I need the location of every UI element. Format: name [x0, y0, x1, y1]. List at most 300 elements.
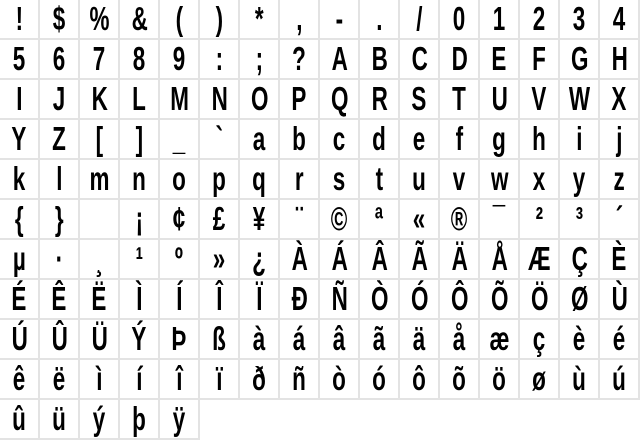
- glyph-cell: [400, 200, 440, 240]
- glyph: ¨: [295, 200, 303, 237]
- glyph-cell: [280, 360, 320, 400]
- glyph-cell: [200, 360, 240, 400]
- glyph: ®: [451, 200, 467, 237]
- glyph: U: [491, 80, 507, 117]
- glyph: G: [570, 40, 588, 77]
- glyph-cell: [0, 0, 40, 40]
- glyph-cell: [480, 0, 520, 40]
- glyph: ä: [413, 320, 425, 357]
- glyph: C: [411, 40, 427, 77]
- glyph-cell: [280, 240, 320, 280]
- glyph: É: [11, 280, 27, 317]
- glyph: q: [252, 160, 266, 197]
- glyph: Ú: [11, 320, 27, 357]
- glyph: l: [56, 160, 62, 197]
- glyph: D: [451, 40, 467, 77]
- glyph-cell: [360, 80, 400, 120]
- glyph-cell: [240, 120, 280, 160]
- glyph: r: [294, 160, 304, 197]
- glyph-cell: [360, 240, 400, 280]
- glyph: R: [371, 80, 387, 117]
- glyph-cell: [280, 120, 320, 160]
- glyph-cell: [120, 120, 160, 160]
- glyph: P: [291, 80, 307, 117]
- glyph: `: [215, 120, 223, 157]
- glyph-cell: [560, 0, 600, 40]
- glyph: æ: [489, 320, 509, 357]
- glyph-cell: [80, 200, 120, 240]
- glyph-cell: [600, 360, 640, 400]
- glyph-cell: [240, 40, 280, 80]
- glyph-cell: [120, 0, 160, 40]
- glyph-cell: [600, 80, 640, 120]
- glyph-cell: [40, 160, 80, 200]
- glyph-cell: [200, 280, 240, 320]
- glyph-cell: [440, 200, 480, 240]
- glyph: Ï: [256, 280, 262, 317]
- glyph-cell: [240, 320, 280, 360]
- glyph-cell: [560, 320, 600, 360]
- glyph-cell: [280, 280, 320, 320]
- glyph: 1: [493, 0, 505, 37]
- glyph: /: [416, 0, 422, 37]
- glyph-cell: [240, 80, 280, 120]
- glyph-cell: [120, 320, 160, 360]
- glyph: È: [611, 240, 627, 277]
- glyph-cell: [360, 40, 400, 80]
- glyph: â: [333, 320, 345, 357]
- glyph-cell: [360, 160, 400, 200]
- glyph-cell: [120, 40, 160, 80]
- glyph: T: [452, 80, 466, 117]
- glyph: ì: [96, 360, 102, 397]
- glyph-cell: [480, 120, 520, 160]
- glyph: Ä: [451, 240, 467, 277]
- glyph-cell: [240, 0, 280, 40]
- glyph-cell: [280, 320, 320, 360]
- glyph: 7: [93, 40, 105, 77]
- glyph-cell: [400, 120, 440, 160]
- glyph: ó: [372, 360, 386, 397]
- glyph-cell: [560, 280, 600, 320]
- glyph-cell: [480, 160, 520, 200]
- glyph: Ì: [136, 280, 142, 317]
- glyph: ö: [492, 360, 506, 397]
- glyph-cell: [240, 160, 280, 200]
- glyph-cell: [200, 160, 240, 200]
- glyph: Ð: [291, 280, 307, 317]
- glyph: ´: [615, 200, 623, 237]
- glyph-cell: [360, 120, 400, 160]
- glyph: î: [176, 360, 182, 397]
- glyph: W: [568, 80, 590, 117]
- glyph-cell: [200, 0, 240, 40]
- glyph: «: [413, 200, 425, 237]
- glyph-cell: [160, 240, 200, 280]
- glyph-cell: [320, 280, 360, 320]
- glyph-cell: [40, 240, 80, 280]
- glyph-cell: [440, 160, 480, 200]
- glyph-cell: [240, 240, 280, 280]
- glyph: 8: [133, 40, 145, 77]
- glyph: Å: [491, 240, 507, 277]
- glyph: a: [253, 120, 265, 157]
- glyph: ú: [612, 360, 626, 397]
- glyph-cell: [560, 160, 600, 200]
- glyph: 5: [13, 40, 25, 77]
- glyph: ,: [296, 0, 302, 37]
- glyph: :: [215, 40, 223, 77]
- glyph-cell: [160, 320, 200, 360]
- glyph-cell: [240, 360, 280, 400]
- glyph-cell: [120, 240, 160, 280]
- glyph-cell: [160, 0, 200, 40]
- glyph: &: [131, 0, 147, 37]
- glyph-cell: [40, 280, 80, 320]
- glyph: }: [54, 200, 64, 237]
- glyph-cell: [160, 280, 200, 320]
- glyph: á: [293, 320, 305, 357]
- glyph-cell: [360, 0, 400, 40]
- glyph-cell: [400, 80, 440, 120]
- glyph-cell: [360, 280, 400, 320]
- glyph: Í: [176, 280, 182, 317]
- glyph-cell: [120, 200, 160, 240]
- glyph: m: [89, 160, 109, 197]
- glyph-cell: [280, 40, 320, 80]
- glyph: Ç: [571, 240, 587, 277]
- glyph: Ê: [51, 280, 67, 317]
- glyph-cell: [0, 280, 40, 320]
- glyph: ¿: [252, 240, 266, 277]
- glyph-cell: [320, 320, 360, 360]
- glyph: ø: [532, 360, 546, 397]
- glyph-cell: [120, 80, 160, 120]
- glyph-cell: [160, 120, 200, 160]
- glyph: 6: [53, 40, 65, 77]
- glyph: Ë: [91, 280, 107, 317]
- glyph: ]: [135, 120, 143, 157]
- glyph-cell: [520, 40, 560, 80]
- glyph: 3: [573, 0, 585, 37]
- glyph: ã: [373, 320, 385, 357]
- glyph-cell: [80, 240, 120, 280]
- glyph: d: [372, 120, 386, 157]
- glyph-cell: [200, 320, 240, 360]
- glyph: ¸: [95, 240, 103, 277]
- glyph: Û: [51, 320, 67, 357]
- glyph-cell: [160, 80, 200, 120]
- glyph: S: [411, 80, 427, 117]
- glyph: þ: [132, 400, 146, 437]
- glyph: i: [576, 120, 582, 157]
- glyph: B: [371, 40, 387, 77]
- glyph-cell: [520, 320, 560, 360]
- glyph: ¡: [135, 200, 143, 237]
- glyph: 0: [453, 0, 465, 37]
- glyph: k: [13, 160, 25, 197]
- glyph-cell: [480, 80, 520, 120]
- glyph-cell: [560, 240, 600, 280]
- glyph-cell: [520, 200, 560, 240]
- glyph: Q: [330, 80, 348, 117]
- glyph: e: [413, 120, 425, 157]
- glyph-cell: [440, 40, 480, 80]
- glyph-cell: [0, 360, 40, 400]
- glyph-cell: [0, 320, 40, 360]
- glyph-cell: [40, 400, 80, 440]
- glyph: z: [613, 160, 625, 197]
- glyph-cell: [80, 80, 120, 120]
- glyph: ï: [216, 360, 222, 397]
- glyph-cell: [200, 240, 240, 280]
- glyph: Á: [331, 240, 347, 277]
- glyph: Ü: [91, 320, 107, 357]
- glyph: ñ: [292, 360, 306, 397]
- glyph-cell: [40, 120, 80, 160]
- glyph: ê: [13, 360, 25, 397]
- glyph-cell: [80, 160, 120, 200]
- glyph-cell: [280, 0, 320, 40]
- glyph: µ: [12, 240, 26, 277]
- glyph: O: [250, 80, 268, 117]
- glyph: b: [292, 120, 306, 157]
- glyph: ¢: [173, 200, 185, 237]
- glyph-cell: [480, 360, 520, 400]
- glyph-cell: [0, 160, 40, 200]
- glyph-cell: [600, 240, 640, 280]
- glyph: !: [15, 0, 23, 37]
- glyph: (: [175, 0, 183, 37]
- glyph: Ó: [410, 280, 428, 317]
- glyph-cell: [360, 200, 400, 240]
- glyph: _: [173, 120, 185, 157]
- glyph-cell: [40, 200, 80, 240]
- glyph: [: [95, 120, 103, 157]
- glyph-cell: [0, 120, 40, 160]
- glyph-cell: [200, 40, 240, 80]
- glyph: H: [611, 40, 627, 77]
- glyph-cell: [520, 0, 560, 40]
- glyph: F: [532, 40, 546, 77]
- glyph-cell: [0, 40, 40, 80]
- glyph-cell: [40, 40, 80, 80]
- glyph: ò: [332, 360, 346, 397]
- glyph: 2: [533, 0, 545, 37]
- glyph-cell: [160, 400, 200, 440]
- glyph: å: [453, 320, 465, 357]
- glyph-cell: [440, 320, 480, 360]
- glyph-cell: [320, 40, 360, 80]
- glyph: õ: [452, 360, 466, 397]
- glyph: V: [531, 80, 547, 117]
- glyph: Ã: [411, 240, 427, 277]
- glyph: ·: [55, 240, 63, 277]
- glyph-cell: [480, 200, 520, 240]
- glyph: ¯: [493, 200, 505, 237]
- glyph-cell: [200, 120, 240, 160]
- glyph-cell: [400, 240, 440, 280]
- glyph-cell: [600, 160, 640, 200]
- glyph-cell: [120, 360, 160, 400]
- glyph: Ù: [611, 280, 627, 317]
- glyph: Ò: [370, 280, 388, 317]
- glyph-cell: [40, 0, 80, 40]
- glyph-cell: [200, 200, 240, 240]
- glyph-cell: [560, 200, 600, 240]
- glyph: M: [169, 80, 189, 117]
- glyph-cell: [480, 320, 520, 360]
- glyph-cell: [0, 240, 40, 280]
- glyph: ç: [533, 320, 545, 357]
- glyph-cell: [360, 360, 400, 400]
- glyph-cell: [600, 120, 640, 160]
- glyph: Ô: [450, 280, 468, 317]
- glyph-cell: [400, 320, 440, 360]
- glyph-cell: [240, 280, 280, 320]
- glyph-cell: [520, 160, 560, 200]
- glyph-cell: [40, 80, 80, 120]
- glyph: Y: [11, 120, 27, 157]
- glyph: j: [616, 120, 622, 157]
- glyph: è: [573, 320, 585, 357]
- glyph-cell: [360, 320, 400, 360]
- glyph-cell: [280, 80, 320, 120]
- glyph: w: [490, 160, 508, 197]
- glyph: Ø: [570, 280, 588, 317]
- glyph-cell: [0, 400, 40, 440]
- glyph: x: [533, 160, 545, 197]
- glyph: o: [172, 160, 186, 197]
- glyph: y: [573, 160, 585, 197]
- glyph: L: [132, 80, 146, 117]
- glyph-cell: [400, 0, 440, 40]
- glyph-cell: [440, 360, 480, 400]
- glyph-cell: [40, 320, 80, 360]
- glyph-cell: [120, 160, 160, 200]
- glyph: f: [455, 120, 463, 157]
- glyph-cell: [440, 80, 480, 120]
- glyph: ü: [52, 400, 66, 437]
- glyph-cell: [400, 40, 440, 80]
- glyph: J: [53, 80, 65, 117]
- glyph-cell: [520, 240, 560, 280]
- glyph: Ý: [131, 320, 147, 357]
- glyph: c: [333, 120, 345, 157]
- glyph-cell: [440, 0, 480, 40]
- glyph-cell: [400, 280, 440, 320]
- glyph-cell: [80, 360, 120, 400]
- glyph: X: [611, 80, 627, 117]
- glyph-cell: [600, 40, 640, 80]
- glyph: t: [375, 160, 383, 197]
- glyph-cell: [320, 200, 360, 240]
- glyph-cell: [160, 160, 200, 200]
- glyph: ;: [255, 40, 263, 77]
- glyph-cell: [0, 80, 40, 120]
- glyph: í: [136, 360, 142, 397]
- glyph: é: [613, 320, 625, 357]
- glyph-cell: [520, 80, 560, 120]
- glyph-cell: [600, 280, 640, 320]
- glyph-cell: [160, 40, 200, 80]
- glyph-cell: [520, 280, 560, 320]
- glyph-cell: [520, 120, 560, 160]
- glyph-cell: [400, 360, 440, 400]
- glyph: ý: [93, 400, 105, 437]
- glyph: Î: [216, 280, 222, 317]
- glyph-cell: [400, 160, 440, 200]
- glyph: Â: [371, 240, 387, 277]
- glyph: £: [213, 200, 225, 237]
- glyph-cell: [80, 280, 120, 320]
- glyph: à: [253, 320, 265, 357]
- glyph: $: [53, 0, 65, 37]
- glyph: ß: [212, 320, 226, 357]
- glyph: Æ: [528, 240, 550, 277]
- glyph: Þ: [171, 320, 187, 357]
- glyph: p: [212, 160, 226, 197]
- glyph: ë: [53, 360, 65, 397]
- glyph: ©: [331, 200, 347, 237]
- glyph: ÿ: [173, 400, 185, 437]
- glyph: º: [175, 240, 183, 277]
- glyph-cell: [200, 80, 240, 120]
- glyph-cell: [40, 360, 80, 400]
- glyph-cell: [280, 160, 320, 200]
- glyph-cell: [600, 320, 640, 360]
- glyph-cell: [160, 200, 200, 240]
- glyph: ð: [252, 360, 266, 397]
- glyph: ô: [412, 360, 426, 397]
- glyph: û: [12, 400, 26, 437]
- glyph-cell: [320, 80, 360, 120]
- glyph: ¹: [135, 240, 143, 277]
- glyph: {: [14, 200, 24, 237]
- glyph: *: [254, 0, 264, 37]
- glyph-cell: [480, 280, 520, 320]
- glyph-cell: [80, 0, 120, 40]
- glyph: g: [492, 120, 506, 157]
- glyph-cell: [320, 160, 360, 200]
- glyph: u: [412, 160, 426, 197]
- glyph: Z: [52, 120, 66, 157]
- glyph: ª: [375, 200, 383, 237]
- glyph: .: [376, 0, 382, 37]
- glyph-cell: [160, 360, 200, 400]
- glyph: E: [491, 40, 507, 77]
- glyph: 9: [173, 40, 185, 77]
- glyph-cell: [0, 200, 40, 240]
- glyph: ³: [575, 200, 583, 237]
- glyph: Ñ: [331, 280, 347, 317]
- glyph-cell: [520, 360, 560, 400]
- glyph-cell: [560, 40, 600, 80]
- glyph-cell: [240, 200, 280, 240]
- glyph-cell: [480, 240, 520, 280]
- glyph: I: [16, 80, 22, 117]
- glyph: n: [132, 160, 146, 197]
- glyph-cell: [80, 120, 120, 160]
- glyph: Ö: [530, 280, 548, 317]
- glyph-cell: [440, 240, 480, 280]
- glyph: K: [91, 80, 107, 117]
- glyph: -: [335, 0, 343, 37]
- glyph-cell: [320, 240, 360, 280]
- glyph-cell: [440, 120, 480, 160]
- glyph-cell: [440, 280, 480, 320]
- glyph-cell: [480, 40, 520, 80]
